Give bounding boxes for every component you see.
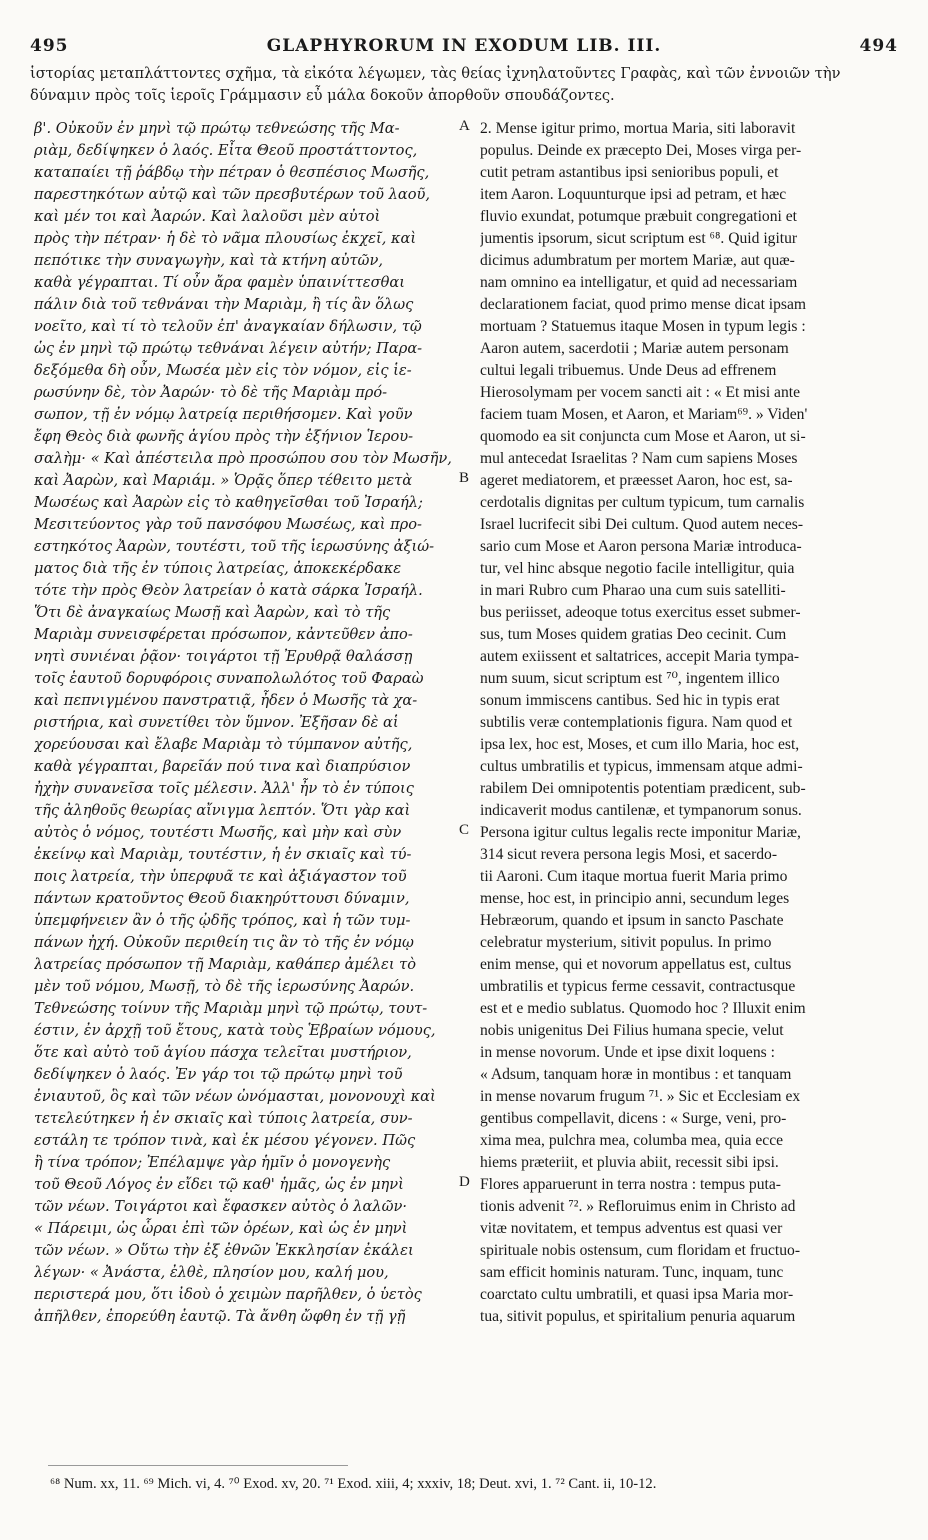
latin-text-line: tur, vel hinc absque negotio facile intelligitur, quia — [480, 560, 795, 577]
latin-text-line: Aaron autem, sacerdotii ; Mariæ autem personam — [480, 340, 789, 357]
greek-text-line: Ὅτι δὲ ἀναγκαίως Μωσῇ καὶ Ἀαρὼν, καὶ τὸ τῆς — [34, 604, 391, 621]
greek-text-line: Τεθνεώσης τοίνυν τῆς Μαριὰμ μηνὶ τῷ πρώτῳ, τουτ- — [34, 1000, 428, 1017]
greek-text-line: σωπον, τῇ ἐν νόμῳ λατρείᾳ περιθήσομεν. Καὶ γοῦν — [34, 406, 413, 423]
latin-text-line: coarctato cultu umbratili, et quasi ipsa Maria mor- — [480, 1286, 794, 1303]
page-number-right: 494 — [859, 36, 898, 56]
latin-text-line: num suum, sicut scriptum est ⁷⁰, ingentem illico — [480, 670, 780, 687]
greek-text-line: λέγων· « Ἀνάστα, ἐλθὲ, πλησίον μου, καλή μου, — [34, 1264, 389, 1281]
latin-text-line: mense, hoc est, in principio anni, secundum leges — [480, 890, 790, 907]
latin-text-line: autem exiissent et saltatrices, accepit Maria tympa- — [480, 648, 800, 665]
page-header — [30, 36, 898, 60]
latin-text-line: vitæ novitatem, et tempus adventus est quasi ver — [480, 1220, 783, 1237]
greek-text-line: τότε τὴν πρὸς Θεὸν λατρείαν ὁ κατὰ σάρκα Ἰσραήλ. — [34, 582, 423, 599]
latin-text-line: sam efficit hominis naturam. Tunc, inquam, tunc — [480, 1264, 784, 1281]
greek-text-line: χορεύουσαι καὶ ἔλαβε Μαριὰμ τὸ τύμπανον αὐτῆς, — [34, 736, 413, 753]
greek-text-line: μὲν τοῦ νόμου, Μωσῇ, τὸ δὲ τῆς ἱερωσύνης Ἀαρών. — [34, 978, 415, 995]
greek-text-line: Μαριὰμ συνεισφέρεται πρόσωπον, κἀντεῦθεν ἀπο- — [34, 626, 413, 643]
greek-text-line: αὐτὸς ὁ νόμος, τουτέστι Μωσῆς, καὶ μὴν καὶ σὺν — [34, 824, 402, 841]
greek-text-line: καταπαίει τῇ ῥάβδῳ τὴν πέτραν ὁ θεσπέσιος Μωσῆς, — [34, 164, 430, 181]
latin-text-line: Hebræorum, quando et ipsum in sancto Paschate — [480, 912, 784, 929]
greek-text-line: ἐκείνῳ καὶ Μαριὰμ, τουτέστιν, ἡ ἐν σκιαῖς καὶ τύ- — [34, 846, 412, 863]
latin-text-line: subtilis veræ contemplationis figura. Nam quod et — [480, 714, 793, 731]
latin-text-line: spirituale nobis ostensum, cum floridam et fructuo- — [480, 1242, 801, 1259]
footnotes: ⁶⁸ Num. xx, 11. ⁶⁹ Mich. vi, 4. ⁷⁰ Exod. xv, 20. ⁷¹ Exod. xiii, 4; xxxiv, 18; Deut. xvi, 1. ⁷² Cant. ii, 10-12. — [50, 1476, 657, 1492]
greek-text-line: ριστήρια, καὶ συνετίθει τὸν ὕμνον. Ἐξῆσαν δὲ αἱ — [34, 714, 399, 731]
section-marker-c: C — [459, 822, 470, 838]
latin-text-line: Hierosolymam per vocem sancti ait : « Et misi ante — [480, 384, 801, 401]
greek-text-line: ἐνιαυτοῦ, ὃς καὶ τῶν νέων ὠνόμασται, μονονουχὶ καὶ — [34, 1088, 436, 1105]
greek-text-line: καθὰ γέγραπται, βαρεῖάν πού τινα καὶ διαπρύσιον — [34, 758, 411, 775]
greek-text-line: ποις λατρεία, τὴν ὑπερφυᾶ τε καὶ ἀξιάγαστον τοῦ — [34, 868, 407, 885]
greek-text-line: πάντων κρατοῦντος Θεοῦ διακηρύττουσι δύναμιν, — [34, 890, 410, 907]
greek-text-line: λατρείας πρόσωπον τῇ Μαριὰμ, καθάπερ ἀμέλει τὸ — [34, 956, 417, 973]
latin-text-line: sonum immiscens cantibus. Sed hic in typis erat — [480, 692, 780, 709]
greek-text-line: ἠχὴν συνανεῖσα τοῖς μέλεσιν. Ἀλλ' ἦν τὸ ἐν τύποις — [34, 780, 414, 797]
greek-text-line: ὅτε καὶ αὐτὸ τοῦ ἁγίου πάσχα τελεῖται μυστήριον, — [34, 1044, 412, 1061]
latin-text-line: populus. Deinde ex præcepto Dei, Moses virga per- — [480, 142, 802, 159]
greek-text-line: καθὰ γέγραπται. Τί οὖν ἄρα φαμὲν ὑπαινίττεσθαι — [34, 274, 405, 291]
greek-text-line: ἔφη Θεὸς διὰ φωνῆς ἁγίου πρὸς τὴν ἐξήνιον Ἱερου- — [34, 428, 414, 445]
greek-text-line: ἀπῆλθεν, ἐπορεύθη ἑαυτῷ. Τὰ ἄνθη ὤφθη ἐν τῇ γῇ — [34, 1308, 406, 1325]
greek-text-line: πάνων ἠχή. Οὐκοῦν περιθείη τις ἂν τὸ τῆς ἐν νόμῳ — [34, 934, 414, 951]
section-marker-d: D — [459, 1174, 470, 1190]
greek-text-line: νοεῖτο, καὶ τί τὸ τελοῦν ἐπ' ἀναγκαίαν δήλωσιν, τῷ — [34, 318, 422, 335]
latin-text-line: nobis unigenitus Dei Filius humana specie, velut — [480, 1022, 784, 1039]
latin-text-line: sario cum Mose et Aaron persona Mariæ introduca- — [480, 538, 802, 555]
greek-text-line: ρωσύνην δὲ, τὸν Ἀαρών· τὸ δὲ τῆς Μαριὰμ πρό- — [34, 384, 388, 401]
latin-text-line: in mense novorum. Unde et ipse dixit loquens : — [480, 1044, 775, 1061]
latin-text-line: bus periisset, adeoque totus exercitus esset submer- — [480, 604, 801, 621]
greek-text-line: ἢ τίνα τρόπον; Ἐπέλαμψε γὰρ ἡμῖν ὁ μονογενὴς — [34, 1154, 391, 1171]
greek-text-line: τετελεύτηκεν ἡ ἐν σκιαῖς καὶ τύποις λατρεία, συν- — [34, 1110, 413, 1127]
greek-text-line: εστάλη τε τρόπον τινὰ, καὶ ἐκ μέσου γέγονεν. Πῶς — [34, 1132, 416, 1149]
running-title: GLAPHYRORUM IN EXODUM LIB. III. — [266, 36, 662, 56]
latin-text-line: sus, tum Moses quidem gratias Deo cecinit. Cum — [480, 626, 787, 643]
greek-text-line: τοῖς ἑαυτοῦ δορυφόροις συναπολωλότος τοῦ Φαραὼ — [34, 670, 424, 687]
latin-text-line: item Aaron. Loquunturque ipsi ad petram, et hæc — [480, 186, 787, 203]
latin-text-line: xima mea, pulchra mea, columba mea, quia ecce — [480, 1132, 784, 1149]
latin-text-line: Persona igitur cultus legalis recte imponitur Mariæ, — [480, 824, 801, 841]
latin-text-line: jumentis ipsorum, sicut scriptum est ⁶⁸. Quid igitur — [480, 230, 798, 247]
latin-text-line: celebratur mysterium, sitivit populus. In primo — [480, 934, 772, 951]
greek-text-line: ὑπεμφήνειεν ἂν ὁ τῆς ᾠδῆς τρόπος, καὶ ἡ τῶν τυμ- — [34, 912, 411, 929]
greek-text-line: τῆς ἀληθοῦς θεωρίας αἴνιγμα λεπτόν. Ὅτι γὰρ καὶ — [34, 802, 411, 819]
greek-text-line: τῶν νέων. » Οὕτω τὴν ἐξ ἐθνῶν Ἐκκλησίαν ἐκάλει — [34, 1242, 414, 1259]
greek-text-line: περιστερά μου, ὅτι ἰδοὺ ὁ χειμὼν παρῆλθεν, ὁ ὑετὸς — [34, 1286, 422, 1303]
latin-text-line: cutit petram astantibus ipsi senioribus populi, et — [480, 164, 779, 181]
greek-text-line: καὶ Ἀαρὼν, καὶ Μαριάμ. » Ὁρᾷς ὅπερ τέθειτο μετὰ — [34, 472, 413, 489]
greek-text-line: Μωσέως καὶ Ἀαρὼν εἰς τὸ καθηγεῖσθαι τοῦ Ἰσραήλ; — [34, 494, 423, 511]
latin-text-line: « Adsum, tanquam horæ in montibus : et tanquam — [480, 1066, 792, 1083]
footnote-separator — [48, 1465, 348, 1466]
latin-text-line: declarationem faciat, quod primo mense dicat ipsam — [480, 296, 807, 313]
latin-text-line: gentibus compellavit, dicens : « Surge, veni, pro- — [480, 1110, 787, 1127]
latin-text-line: in mense novarum frugum ⁷¹. » Sic et Ecclesiam ex — [480, 1088, 801, 1105]
latin-text-line: 2. Mense igitur primo, mortua Maria, siti laboravit — [480, 120, 796, 137]
latin-text-line: Flores apparuerunt in terra nostra : tempus puta- — [480, 1176, 781, 1193]
latin-text-line: hiems præteriit, et pluvia abiit, recessit sibi ipsi. — [480, 1154, 779, 1171]
latin-text-line: mortuam ? Statuemus itaque Mosen in typum legis : — [480, 318, 806, 335]
intro-paragraph — [30, 63, 898, 107]
latin-text-line: faciem tuam Mosen, et Aaron, et Mariam⁶⁹. » Viden' — [480, 406, 808, 423]
latin-text-line: est et e medio sublatus. Quomodo hoc ? Illuxit enim — [480, 1000, 806, 1017]
greek-text-line: καὶ πεπνιγμένου πανστρατιᾷ, ἦδεν ὁ Μωσῆς τὰ χα- — [34, 692, 418, 709]
greek-text-line: β'. Οὐκοῦν ἐν μηνὶ τῷ πρώτῳ τεθνεώσης τῆς Μα- — [34, 120, 400, 137]
latin-text-line: cultui legali tribuemus. Unde Deus ad effrenem — [480, 362, 777, 379]
greek-text-line: τῶν νέων. Τοιγάρτοι καὶ ἔφασκεν αὐτὸς ὁ λαλῶν· — [34, 1198, 408, 1215]
greek-text-line: ματος διὰ τῆς ἐν τύποις λατρείας, ἀποκεκέρδακε — [34, 560, 402, 577]
greek-text-line: παρεστηκότων αὐτῷ καὶ τῶν πρεσβυτέρων τοῦ λαοῦ, — [34, 186, 431, 203]
latin-text-line: 314 sicut revera persona legis Mosi, et sacerdo- — [480, 846, 778, 863]
intro-line: δύναμιν πρὸς τοῖς ἱεροῖς Γράμμασιν εὖ μάλα δοκοῦν ἀπορθοῦν σπουδάζοντες. — [30, 87, 615, 104]
page-number-left: 495 — [30, 36, 69, 56]
greek-text-line: πρὸς τὴν πέτραν· ἡ δὲ τὸ νᾶμα πλουσίως ἐκχεῖ, καὶ — [34, 230, 417, 247]
section-marker-a: A — [459, 118, 470, 134]
greek-text-line: τοῦ Θεοῦ Λόγος ἐν εἴδει τῷ καθ' ἡμᾶς, ὡς ἐν μηνὶ — [34, 1176, 404, 1193]
latin-text-line: quomodo ea sit conjuncta cum Mose et Aaron, ut si- — [480, 428, 806, 445]
greek-text-line: εστηκότος Ἀαρὼν, τουτέστι, τοῦ τῆς ἱερωσύνης ἀξιώ- — [34, 538, 435, 555]
greek-text-line: ὡς ἐν μηνὶ τῷ πρώτῳ τεθνάναι λέγειν αὐτήν; Παρα- — [34, 340, 423, 357]
latin-text-line: enim mense, qui et novorum appellatus est, cultus — [480, 956, 792, 973]
latin-column — [480, 118, 894, 1328]
latin-text-line: rabilem Dei omnipotentis potentiam prædicent, sub- — [480, 780, 806, 797]
greek-text-line: Μεσιτεύοντος γὰρ τοῦ πανσόφου Μωσέως, καὶ προ- — [34, 516, 422, 533]
latin-text-line: tii Aaroni. Cum itaque mortua fuerit Maria primo — [480, 868, 788, 885]
section-marker-b: B — [459, 470, 470, 486]
greek-text-line: έστιν, ἐν ἀρχῇ τοῦ ἔτους, κατὰ τοὺς Ἑβραίων νόμους, — [34, 1022, 436, 1039]
greek-column — [34, 118, 454, 1328]
intro-line: ἱστορίας μεταπλάττοντες σχῆμα, τὰ εἰκότα λέγωμεν, τὰς θείας ἰχνηλατοῦντες Γραφὰς, καὶ τῶν ἐννοιῶν τὴν — [30, 65, 841, 82]
greek-text-line: νητὶ συνιέναι ῥᾷον· τοιγάρτοι τῇ Ἐρυθρᾷ θαλάσσῃ — [34, 648, 413, 665]
latin-text-line: cultus umbratilis et typicus, immensam atque admi- — [480, 758, 803, 775]
greek-text-line: πάλιν διὰ τοῦ τεθνάναι τὴν Μαριὰμ, ἢ τίς ἂν ὅλως — [34, 296, 414, 313]
latin-text-line: Israel lucrifecit sibi Dei cultum. Quod autem neces- — [480, 516, 804, 533]
greek-text-line: σαλὴμ· « Καὶ ἀπέστειλα πρὸ προσώπου σου τὸν Μωσῆν, — [34, 450, 452, 467]
greek-text-line: ριὰμ, δεδίψηκεν ὁ λαός. Εἶτα Θεοῦ προστάττοντος, — [34, 142, 418, 159]
greek-text-line: δεξόμεθα δὴ οὖν, Μωσέα μὲν εἰς τὸν νόμον, εἰς ἱε- — [34, 362, 412, 379]
latin-text-line: tua, sitivit populus, et spiritalium penuria aquarum — [480, 1308, 796, 1325]
latin-text-line: indicaverit modus cantilenæ, et tympanorum sonus. — [480, 802, 802, 819]
greek-text-line: δεδίψηκεν ὁ λαός. Ἐν γάρ τοι τῷ πρώτῳ μηνὶ τοῦ — [34, 1066, 403, 1083]
latin-text-line: mul antecedat Israelitas ? Nam cum sapiens Moses — [480, 450, 798, 467]
latin-text-line: ipsa lex, hoc est, Moses, et cum illo Maria, hoc est, — [480, 736, 800, 753]
latin-text-line: nam omnino ea intelligatur, et quid ad necessariam — [480, 274, 798, 291]
greek-text-line: καὶ μέν τοι καὶ Ἀαρών. Καὶ λαλοῦσι μὲν αὐτοὶ — [34, 208, 381, 225]
greek-text-line: « Πάρειμι, ὡς ὧραι ἐπὶ τῶν ὀρέων, καὶ ὡς ἐν μηνὶ — [34, 1220, 408, 1237]
latin-text-line: cerdotalis dignitas per cultum typicum, tum carnalis — [480, 494, 805, 511]
greek-text-line: πεπότικε τὴν συναγωγὴν, καὶ τὰ κτήνη αὐτῶν, — [34, 252, 383, 269]
latin-text-line: tionis advenit ⁷². » Refloruimus enim in Christo ad — [480, 1198, 796, 1215]
latin-text-line: umbratilis et typicus ferme cessavit, contractusque — [480, 978, 796, 995]
latin-text-line: dicimus adumbratum per mortem Mariæ, aut quæ- — [480, 252, 795, 269]
latin-text-line: fluvio exundat, potumque præbuit congregationi et — [480, 208, 798, 225]
latin-text-line: ageret mediatorem, et præesset Aaron, hoc est, sa- — [480, 472, 793, 489]
latin-text-line: in mari Rubro cum Pharao una cum suis satelliti- — [480, 582, 786, 599]
